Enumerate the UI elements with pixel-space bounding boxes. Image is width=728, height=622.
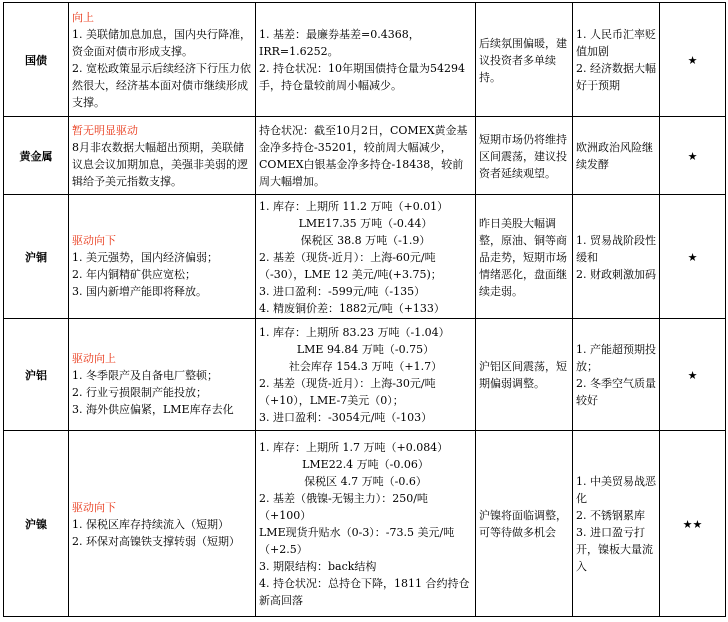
driver-direction: 驱动向上 bbox=[72, 352, 116, 365]
fundamental-item: 社会库存 154.3 万吨（+1.7） bbox=[288, 360, 443, 373]
fundamental-item: LME现货升贴水（0-3）：-73.5 美元/吨（+2.5） bbox=[259, 526, 455, 556]
fundamental-item: LME17.35 万吨（-0.44） bbox=[298, 216, 433, 230]
fundamental-item: 保税区 38.8 万吨（-1.9） bbox=[300, 233, 431, 247]
risk-item: 1. 中美贸易战恶化 bbox=[576, 475, 656, 505]
risk-cell bbox=[573, 3, 660, 117]
fundamental-item: 保税区 4.7 万吨（-0.6） bbox=[304, 475, 427, 488]
driver-cell bbox=[69, 319, 256, 431]
fundamental-item: 1. 基差：最廉券基差=0.4368，IRR=1.6252。 bbox=[259, 28, 420, 58]
fundamentals-cell bbox=[256, 117, 476, 195]
risk-item: 3. 进口盈亏打开，镍板大量流入 bbox=[576, 526, 653, 573]
table-row bbox=[4, 319, 726, 431]
view-cell: 沪镍将面临调整，可等待做多机会 bbox=[476, 431, 573, 617]
driver-point: 1. 美元强势，国内经济偏弱； bbox=[72, 251, 218, 264]
fundamental-item: 持仓状况：截至10月2日，COMEX黄金基金净多持仓-35201，较前周大幅减少，COMEX白银基金净多持仓-18438，较前周大幅增加。 bbox=[259, 124, 468, 188]
risk-item: 1. 贸易战阶段性缓和 bbox=[576, 233, 656, 264]
table-row bbox=[4, 195, 726, 319]
table-row bbox=[4, 117, 726, 195]
driver-point: 3. 海外供应偏紧，LME库存去化 bbox=[72, 403, 234, 416]
view-cell: 后续氛围偏暖，建议投资者多单续持。 bbox=[476, 3, 573, 117]
table-row bbox=[4, 431, 726, 617]
fundamental-item: 1. 库存：上期所 83.23 万吨（-1.04） bbox=[259, 326, 450, 339]
driver-cell bbox=[69, 117, 256, 195]
driver-point: 1. 美联储加息加息，国内央行降准，资金面对债市形成支撑。 bbox=[72, 28, 251, 58]
risk-item: 欧洲政治风险继续发酵 bbox=[576, 141, 653, 171]
fundamentals-cell bbox=[256, 319, 476, 431]
driver-cell bbox=[69, 3, 256, 117]
commodity-name: 沪镍 bbox=[4, 431, 69, 617]
risk-item: 2. 经济数据大幅好于预期 bbox=[576, 62, 656, 92]
fundamentals-cell bbox=[256, 195, 476, 319]
commodity-name: 黄金属 bbox=[4, 117, 69, 195]
risk-cell bbox=[573, 319, 660, 431]
view-cell: 沪铝区间震荡，短期偏弱调整。 bbox=[476, 319, 573, 431]
fundamental-item: 4. 持仓状况：总持仓下降，1811 合约持仓新高回落 bbox=[259, 577, 470, 607]
driver-direction: 暂无明显驱动 bbox=[72, 124, 138, 137]
risk-item: 1. 人民币汇率贬值加剧 bbox=[576, 28, 656, 58]
fundamentals-cell bbox=[256, 3, 476, 117]
fundamentals-cell bbox=[256, 431, 476, 617]
table-row bbox=[4, 3, 726, 117]
fundamental-item: 2. 基差（现货-近月）：上海-30元/吨（+10），LME-7美元（0）； bbox=[259, 377, 436, 407]
rating-stars: ★ bbox=[660, 195, 726, 319]
rating-stars: ★ bbox=[660, 3, 726, 117]
commodity-name: 沪铜 bbox=[4, 195, 69, 319]
fundamental-item: 1. 库存：上期所 11.2 万吨（+0.01） bbox=[259, 199, 449, 213]
risk-item: 2. 不锈钢累库 bbox=[576, 509, 645, 522]
driver-cell bbox=[69, 195, 256, 319]
driver-point: 2. 行业亏损限制产能投放； bbox=[72, 386, 207, 399]
fundamental-item: 2. 基差（现货-近月）：上海-60元/吨（-30），LME 12 美元/吨(+3.75)； bbox=[259, 250, 442, 281]
rating-stars: ★ bbox=[660, 117, 726, 195]
risk-cell bbox=[573, 195, 660, 319]
fundamental-item: 2. 持仓状况：10年期国债持仓量为54294手，持仓量较前周小幅减少。 bbox=[259, 62, 465, 92]
driver-direction: 驱动向下 bbox=[72, 234, 116, 247]
fundamental-item: 3. 期限结构：back结构 bbox=[259, 560, 377, 573]
driver-direction: 向上 bbox=[72, 11, 94, 24]
driver-point: 2. 宽松政策显示后续经济下行压力依然很大，经济基本面对债市继续形成支撑。 bbox=[72, 62, 251, 109]
rating-stars: ★★ bbox=[660, 431, 726, 617]
driver-point: 2. 环保对高镍铁支撑转弱（短期） bbox=[72, 534, 240, 548]
driver-point: 1. 冬季限产及自备电厂整顿； bbox=[72, 369, 218, 382]
view-cell: 短期市场仍将维持区间震荡，建议投资者延续观望。 bbox=[476, 117, 573, 195]
commodity-name: 国债 bbox=[4, 3, 69, 117]
fundamental-item: 1. 库存：上期所 1.7 万吨（+0.084） bbox=[259, 441, 449, 454]
driver-point: 2. 年内铜精矿供应宽松； bbox=[72, 268, 196, 281]
risk-item: 2. 财政刺激加码 bbox=[576, 267, 656, 281]
view-cell: 昨日美股大幅调整，原油、铜等商品走势，短期市场情绪恶化，盘面继续走弱。 bbox=[476, 195, 573, 319]
fundamental-item: LME 94.84 万吨（-0.75） bbox=[296, 343, 435, 356]
risk-cell bbox=[573, 431, 660, 617]
driver-point: 3. 国内新增产能即将释放。 bbox=[72, 285, 207, 298]
commodity-strategy-table bbox=[3, 2, 726, 617]
risk-item: 1. 产能超预期投放； bbox=[576, 343, 656, 373]
fundamental-item: 3. 进口盈利：-3054元/吨（-103） bbox=[259, 411, 433, 424]
risk-item: 2. 冬季空气质量较好 bbox=[576, 377, 656, 407]
driver-point: 1. 保税区库存持续流入（短期） bbox=[72, 517, 229, 531]
fundamental-item: 3. 进口盈利：-599元/吨（-135） bbox=[259, 284, 426, 298]
driver-point: 8月非农数据大幅超出预期，美联储议息会议加期加息，美强非美弱的逻辑给予美元指数支撑。 bbox=[72, 141, 248, 188]
commodity-name: 沪铝 bbox=[4, 319, 69, 431]
fundamental-item: LME22.4 万吨（-0.06） bbox=[302, 458, 429, 471]
driver-direction: 驱动向下 bbox=[72, 500, 116, 514]
driver-cell bbox=[69, 431, 256, 617]
fundamental-item: 2. 基差（俄镍-无锡主力）：250/吨（+100） bbox=[259, 492, 428, 522]
fundamental-item: 4. 精废铜价差：1882元/吨（+133） bbox=[259, 301, 445, 315]
risk-cell bbox=[573, 117, 660, 195]
rating-stars: ★ bbox=[660, 319, 726, 431]
